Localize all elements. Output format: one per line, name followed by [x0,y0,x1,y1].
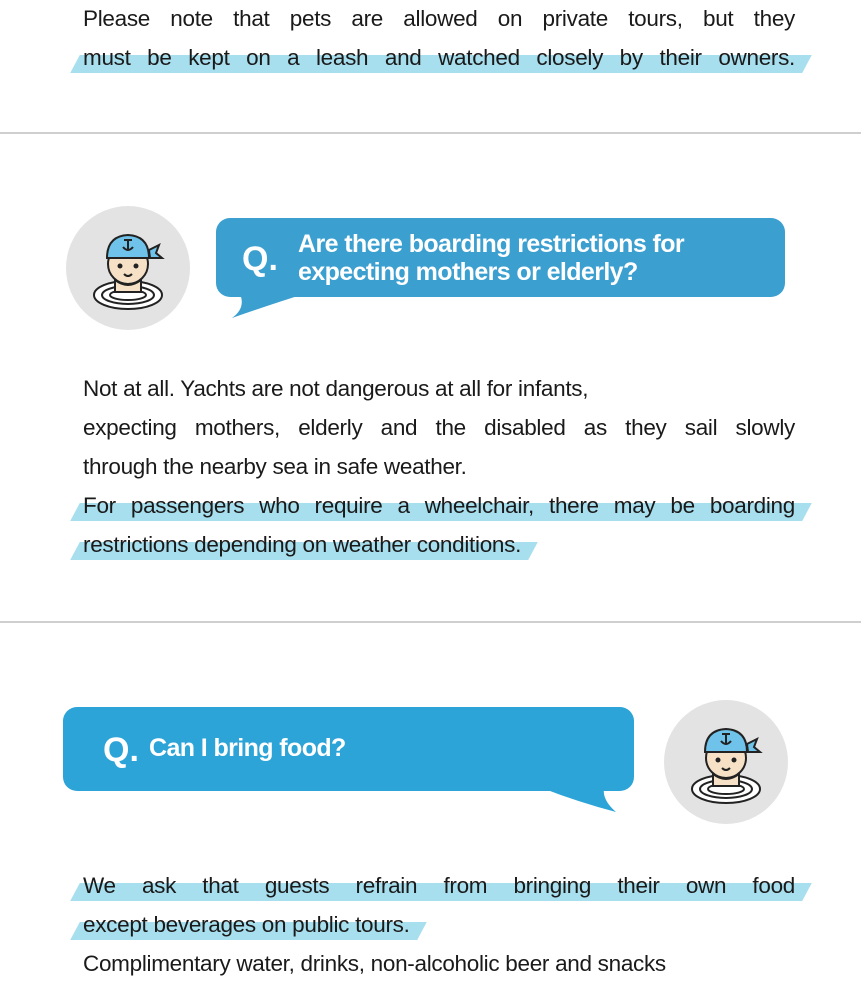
question-line: expecting mothers or elderly? [298,258,638,286]
section-divider [0,132,861,134]
sailor-icon [664,700,788,824]
answer-line: Please note that pets are allowed on private tours, but they [83,6,795,31]
answer-line: Not at all. Yachts are not dangerous at all for infants, [83,376,589,401]
answer-line-highlighted: restrictions depending on weather conditions. [83,525,521,564]
question-prefix: Q. [103,731,139,769]
question-bubble [216,218,785,297]
bubble-tail [232,294,312,324]
question-bubble [63,707,634,791]
answer-line-highlighted: except beverages on public tours. [83,905,410,944]
answer-line: expecting mothers, elderly and the disabled as they sail slowly [83,415,795,440]
question-text [298,230,684,286]
answer-boarding [83,369,795,564]
sailor-avatar [664,700,788,824]
answer-line: Complimentary water, drinks, non-alcoholic beer and snacks [83,951,666,976]
answer-pets [83,0,795,77]
question-prefix: Q. [242,240,278,278]
section-divider [0,621,861,623]
question-line: Are there boarding restrictions for [298,230,685,258]
sailor-icon [66,206,190,330]
answer-line-highlighted: For passengers who require a wheelchair, there may be boarding [83,486,795,525]
sailor-avatar [66,206,190,330]
answer-line-highlighted: must be kept on a leash and watched closely by their owners. [83,38,795,77]
question-text: Can I bring food? [149,734,346,762]
answer-line-highlighted: We ask that guests refrain from bringing their own food [83,866,795,905]
bubble-tail [542,788,622,818]
answer-food [83,866,795,983]
answer-line: through the nearby sea in safe weather. [83,454,467,479]
